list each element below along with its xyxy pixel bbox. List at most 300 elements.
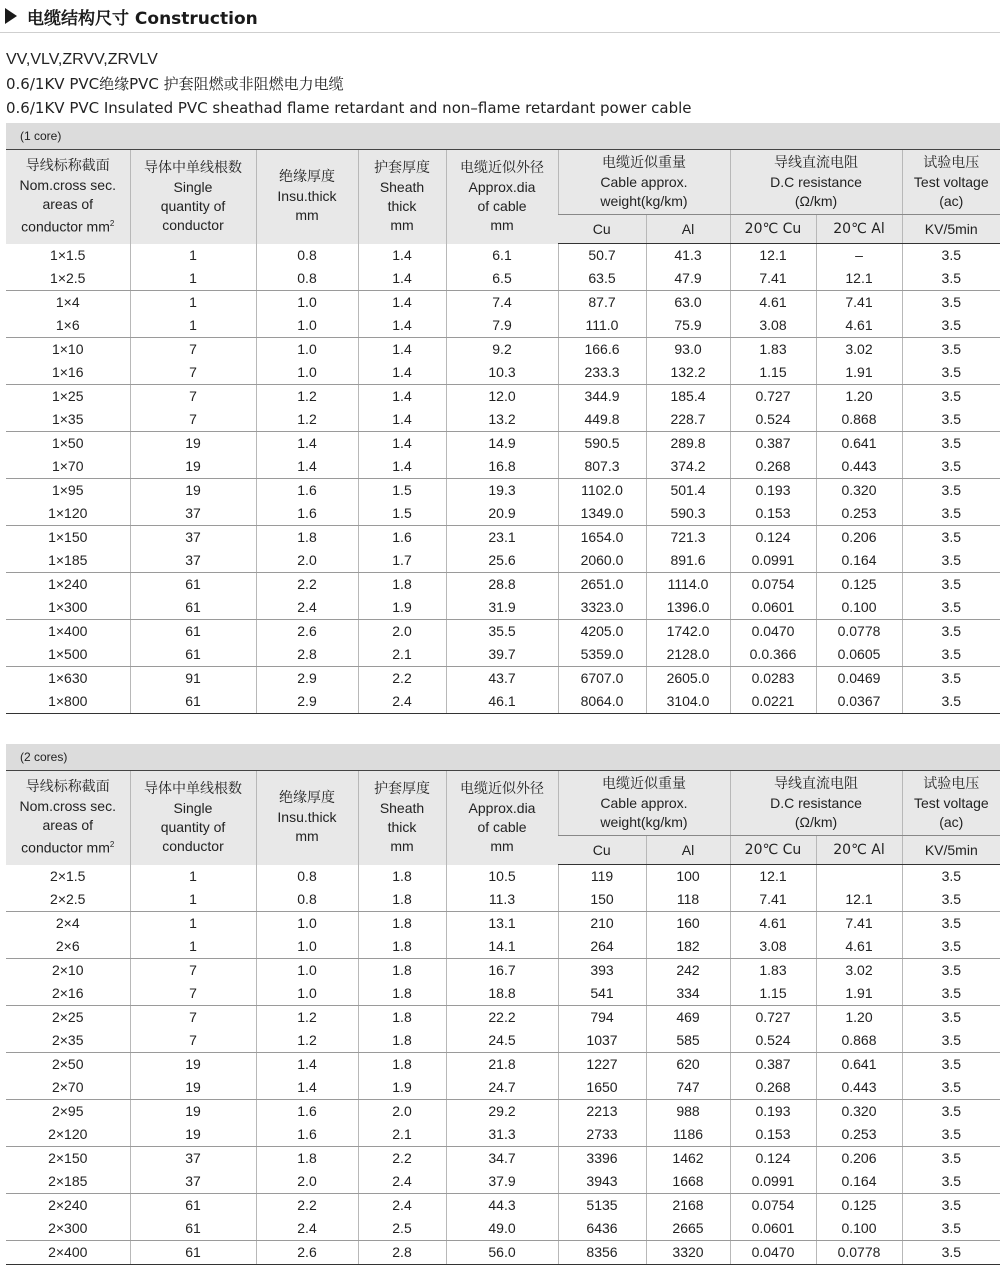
table-row: [6, 690, 1000, 714]
spec-table-2-cores: [6, 744, 1000, 1265]
cell-voltage: 3.5: [902, 1194, 1000, 1218]
cell-weight-cu: 233.3: [558, 361, 646, 385]
table-row: [6, 502, 1000, 526]
cell-diameter: 16.8: [446, 455, 558, 479]
cell-res-al: 0.164: [816, 1170, 902, 1194]
cell-weight-cu: 8356: [558, 1241, 646, 1265]
table-row: [6, 267, 1000, 291]
cell-wires: 61: [130, 620, 256, 644]
col-header-res-al: 20℃ Al: [816, 215, 902, 244]
col-header-voltage: 试验电压 Test voltage (ac): [902, 771, 1000, 836]
cell-weight-al: 132.2: [646, 361, 730, 385]
cell-res-al: 0.0367: [816, 690, 902, 714]
cell-voltage: 3.5: [902, 526, 1000, 550]
table-row: [6, 888, 1000, 912]
cell-insulation: 2.9: [256, 667, 358, 691]
cell-wires: 61: [130, 643, 256, 667]
cell-wires: 19: [130, 1053, 256, 1077]
cell-sheath: 1.4: [358, 455, 446, 479]
cell-sheath: 1.4: [358, 361, 446, 385]
cell-voltage: 3.5: [902, 361, 1000, 385]
cell-sheath: 2.0: [358, 620, 446, 644]
cell-weight-cu: 119: [558, 865, 646, 889]
cell-weight-cu: 87.7: [558, 291, 646, 315]
cell-wires: 61: [130, 1194, 256, 1218]
cell-res-cu: 1.15: [730, 982, 816, 1006]
cell-insulation: 1.4: [256, 432, 358, 456]
cell-wires: 1: [130, 314, 256, 338]
cell-res-al: 0.443: [816, 1076, 902, 1100]
cell-weight-al: 2168: [646, 1194, 730, 1218]
cell-weight-cu: 3396: [558, 1147, 646, 1171]
table-row: [6, 573, 1000, 597]
cell-res-cu: 12.1: [730, 865, 816, 889]
cell-wires: 37: [130, 1147, 256, 1171]
cell-sheath: 1.8: [358, 573, 446, 597]
col-header-weight: 电缆近似重量 Cable approx. weight(kg/km): [558, 771, 730, 836]
cell-diameter: 35.5: [446, 620, 558, 644]
cell-area: 1×185: [6, 549, 130, 573]
cell-res-al: 0.125: [816, 1194, 902, 1218]
cell-sheath: 1.8: [358, 1006, 446, 1030]
cell-sheath: 2.1: [358, 643, 446, 667]
cell-diameter: 24.5: [446, 1029, 558, 1053]
table-row: [6, 935, 1000, 959]
section-header: [0, 0, 1000, 32]
cell-area: 1×300: [6, 596, 130, 620]
table-row: [6, 620, 1000, 644]
cell-diameter: 9.2: [446, 338, 558, 362]
cell-sheath: 1.8: [358, 959, 446, 983]
cell-voltage: 3.5: [902, 549, 1000, 573]
cell-voltage: 3.5: [902, 667, 1000, 691]
cell-res-cu: 4.61: [730, 291, 816, 315]
cell-insulation: 1.2: [256, 1006, 358, 1030]
cell-res-cu: 1.83: [730, 338, 816, 362]
table-row: [6, 865, 1000, 889]
cell-area: 2×35: [6, 1029, 130, 1053]
cell-diameter: 11.3: [446, 888, 558, 912]
cell-area: 1×95: [51, 482, 84, 498]
cell-res-al: 3.02: [816, 959, 902, 983]
cell-res-cu: 3.08: [730, 314, 816, 338]
cell-weight-al: 93.0: [646, 338, 730, 362]
cell-weight-al: 2665: [646, 1217, 730, 1241]
cell-voltage: 3.5: [902, 1029, 1000, 1053]
cell-wires: 61: [130, 596, 256, 620]
cell-insulation: 1.0: [256, 912, 358, 936]
cell-voltage: 3.5: [902, 620, 1000, 644]
header-divider: [0, 32, 1000, 33]
table-row: [6, 643, 1000, 667]
cell-insulation: 2.0: [256, 549, 358, 573]
cell-wires: 7: [130, 1029, 256, 1053]
cell-diameter: 22.2: [446, 1006, 558, 1030]
cell-wires: 19: [130, 432, 256, 456]
cell-diameter: 39.7: [446, 643, 558, 667]
cell-area: 2×2.5: [6, 888, 130, 912]
table-row: [6, 385, 1000, 409]
table-row: [6, 291, 1000, 315]
cell-weight-al: 747: [646, 1076, 730, 1100]
cell-weight-cu: 1102.0: [558, 479, 646, 503]
cell-insulation: 2.0: [256, 1170, 358, 1194]
cell-sheath: 1.7: [358, 549, 446, 573]
table-row: [6, 982, 1000, 1006]
cell-res-cu: 0.0283: [730, 667, 816, 691]
cell-res-al: 0.0605: [816, 643, 902, 667]
cell-wires: 7: [130, 982, 256, 1006]
table-row: [6, 479, 1000, 503]
cell-weight-al: 1742.0: [646, 620, 730, 644]
triangle-bullet-icon: [5, 8, 17, 24]
cell-res-cu: 0.0601: [730, 1217, 816, 1241]
cell-res-al: 1.91: [816, 982, 902, 1006]
cell-diameter: 28.8: [446, 573, 558, 597]
cell-voltage: 3.5: [902, 291, 1000, 315]
cell-area: 2×6: [6, 935, 130, 959]
table-row: [6, 1170, 1000, 1194]
cell-weight-al: 501.4: [646, 479, 730, 503]
cell-sheath: 2.2: [358, 1147, 446, 1171]
cell-wires: 1: [130, 935, 256, 959]
cell-wires: 1: [130, 244, 256, 268]
cell-res-al: 0.641: [816, 432, 902, 456]
cell-res-cu: 0.124: [730, 1147, 816, 1171]
cell-weight-al: 63.0: [646, 291, 730, 315]
cell-weight-cu: 393: [558, 959, 646, 983]
cell-insulation: 1.2: [256, 408, 358, 432]
model-list: VV,VLV,ZRVV,ZRVLV: [6, 51, 158, 68]
cell-weight-al: 374.2: [646, 455, 730, 479]
section-title: 电缆结构尺寸 Construction: [27, 8, 258, 29]
cell-area: 1×500: [6, 643, 130, 667]
cell-res-cu: 0.387: [730, 432, 816, 456]
cell-area: 2×10: [51, 962, 84, 978]
table-row: [6, 314, 1000, 338]
cell-area: 1×50: [51, 435, 84, 451]
table-row: [6, 1147, 1000, 1171]
cell-sheath: 1.9: [358, 1076, 446, 1100]
cell-diameter: 20.9: [446, 502, 558, 526]
cell-diameter: 13.1: [446, 912, 558, 936]
cell-wires: 37: [130, 526, 256, 550]
table-row: [6, 596, 1000, 620]
cell-res-cu: 0.0754: [730, 1194, 816, 1218]
cell-sheath: 1.5: [358, 502, 446, 526]
col-header-res-cu: 20℃ Cu: [730, 836, 816, 865]
cell-weight-cu: 63.5: [558, 267, 646, 291]
cell-voltage: 3.5: [902, 935, 1000, 959]
cell-voltage: 3.5: [902, 1123, 1000, 1147]
cell-voltage: 3.5: [902, 596, 1000, 620]
cell-area: 2×240: [48, 1197, 88, 1213]
cell-voltage: 3.5: [902, 1100, 1000, 1124]
cell-voltage: 3.5: [902, 1006, 1000, 1030]
cell-diameter: 44.3: [446, 1194, 558, 1218]
cell-insulation: 2.4: [256, 1217, 358, 1241]
table-caption: (2 cores): [6, 744, 1000, 771]
cell-sheath: 1.8: [358, 1053, 446, 1077]
col-header-diameter: 电缆近似外径 Approx.dia of cable mm: [446, 771, 558, 865]
col-header-weight: 电缆近似重量 Cable approx. weight(kg/km): [558, 150, 730, 215]
cell-weight-al: 891.6: [646, 549, 730, 573]
cell-sheath: 2.4: [358, 1194, 446, 1218]
cell-weight-cu: 1227: [558, 1053, 646, 1077]
cell-insulation: 1.4: [256, 1076, 358, 1100]
cell-res-al: 4.61: [816, 935, 902, 959]
cell-sheath: 1.5: [358, 479, 446, 503]
cell-sheath: 2.4: [358, 1170, 446, 1194]
cell-res-cu: 3.08: [730, 935, 816, 959]
cell-weight-cu: 2733: [558, 1123, 646, 1147]
cell-insulation: 0.8: [256, 244, 358, 268]
cell-sheath: 1.4: [358, 408, 446, 432]
cell-wires: 61: [130, 573, 256, 597]
cell-voltage: 3.5: [902, 865, 1000, 889]
cell-res-cu: 1.83: [730, 959, 816, 983]
table-row: [6, 244, 1000, 268]
cell-res-cu: 0.387: [730, 1053, 816, 1077]
cell-diameter: 6.5: [446, 267, 558, 291]
cell-weight-cu: 50.7: [558, 244, 646, 268]
cell-voltage: 3.5: [902, 959, 1000, 983]
table-row: [6, 912, 1000, 936]
cell-diameter: 43.7: [446, 667, 558, 691]
cell-wires: 91: [130, 667, 256, 691]
cell-insulation: 2.2: [256, 573, 358, 597]
cell-voltage: 3.5: [902, 690, 1000, 714]
cell-wires: 1: [130, 865, 256, 889]
cell-weight-cu: 3943: [558, 1170, 646, 1194]
cell-sheath: 1.8: [358, 865, 446, 889]
cell-res-al: –: [816, 244, 902, 268]
cell-res-cu: 0.524: [730, 408, 816, 432]
cell-area: 1×120: [6, 502, 130, 526]
cell-sheath: 2.0: [358, 1100, 446, 1124]
cell-diameter: 29.2: [446, 1100, 558, 1124]
cell-diameter: 16.7: [446, 959, 558, 983]
cell-diameter: 34.7: [446, 1147, 558, 1171]
cell-area: 2×300: [6, 1217, 130, 1241]
cell-weight-cu: 590.5: [558, 432, 646, 456]
cell-wires: 37: [130, 1170, 256, 1194]
cell-wires: 7: [130, 385, 256, 409]
cell-weight-al: 620: [646, 1053, 730, 1077]
col-header-diameter: 电缆近似外径 Approx.dia of cable mm: [446, 150, 558, 244]
cell-res-cu: 0.0601: [730, 596, 816, 620]
cell-weight-al: 988: [646, 1100, 730, 1124]
cell-weight-cu: 807.3: [558, 455, 646, 479]
cell-wires: 61: [130, 690, 256, 714]
col-header-weight-cu: Cu: [558, 215, 646, 244]
product-intro: [6, 48, 692, 120]
cell-diameter: 13.2: [446, 408, 558, 432]
cell-res-al: 0.0778: [816, 620, 902, 644]
cell-weight-al: 289.8: [646, 432, 730, 456]
col-header-area: 导线标称截面 Nom.cross sec. areas of conductor $mm^2$: [6, 150, 130, 244]
cell-weight-al: 185.4: [646, 385, 730, 409]
table-caption: (1 core): [6, 123, 1000, 150]
cell-weight-al: 2128.0: [646, 643, 730, 667]
cell-res-cu: 0.0470: [730, 1241, 816, 1265]
col-header-resistance: 导线直流电阻 D.C resistance (Ω/km): [730, 771, 902, 836]
cell-area: 1×240: [48, 576, 88, 592]
cell-sheath: 2.5: [358, 1217, 446, 1241]
cell-area: 2×16: [6, 982, 130, 1006]
cell-area: 1×2.5: [6, 267, 130, 291]
cell-sheath: 1.4: [358, 385, 446, 409]
cell-weight-al: 182: [646, 935, 730, 959]
cell-res-cu: 12.1: [730, 244, 816, 268]
cell-insulation: 1.0: [256, 314, 358, 338]
cell-res-al: 1.20: [816, 1006, 902, 1030]
cell-weight-cu: 1650: [558, 1076, 646, 1100]
cell-area: 1×25: [51, 388, 84, 404]
cell-weight-cu: 6436: [558, 1217, 646, 1241]
cell-area: 1×35: [6, 408, 130, 432]
cell-weight-al: 47.9: [646, 267, 730, 291]
cell-wires: 7: [130, 1006, 256, 1030]
cell-res-al: 7.41: [816, 912, 902, 936]
cell-insulation: 1.0: [256, 935, 358, 959]
cell-wires: 19: [130, 1100, 256, 1124]
cell-area: 1×400: [48, 623, 88, 639]
cell-area: 1×630: [48, 670, 88, 686]
cell-res-cu: 0.0754: [730, 573, 816, 597]
cell-area: 2×95: [51, 1103, 84, 1119]
cell-insulation: 0.8: [256, 267, 358, 291]
cell-weight-cu: 264: [558, 935, 646, 959]
col-header-sheath: 护套厚度 Sheath thick mm: [358, 150, 446, 244]
cell-weight-cu: 111.0: [558, 314, 646, 338]
product-title-en: 0.6/1KV PVC Insulated PVC sheathad flame retardant and non–flame retardant power cable: [6, 99, 692, 117]
cell-sheath: 1.4: [358, 432, 446, 456]
table-row: [6, 1241, 1000, 1265]
cell-insulation: 1.0: [256, 982, 358, 1006]
table-row: [6, 1053, 1000, 1077]
cell-weight-cu: 3323.0: [558, 596, 646, 620]
cell-diameter: 21.8: [446, 1053, 558, 1077]
cell-res-al: 0.0778: [816, 1241, 902, 1265]
cell-res-cu: 0.153: [730, 1123, 816, 1147]
cell-weight-cu: 6707.0: [558, 667, 646, 691]
cell-insulation: 1.6: [256, 1100, 358, 1124]
cell-voltage: 3.5: [902, 912, 1000, 936]
cell-insulation: 0.8: [256, 888, 358, 912]
cell-diameter: 46.1: [446, 690, 558, 714]
cell-insulation: 1.0: [256, 338, 358, 362]
cell-res-cu: 0.153: [730, 502, 816, 526]
cell-wires: 37: [130, 549, 256, 573]
cell-res-cu: 0.268: [730, 1076, 816, 1100]
cell-weight-cu: 541: [558, 982, 646, 1006]
table-row: [6, 1006, 1000, 1030]
cell-insulation: 2.6: [256, 620, 358, 644]
cell-weight-al: 3104.0: [646, 690, 730, 714]
cell-weight-al: 1396.0: [646, 596, 730, 620]
cell-wires: 7: [130, 959, 256, 983]
cell-weight-al: 75.9: [646, 314, 730, 338]
cell-insulation: 1.0: [256, 959, 358, 983]
cell-weight-cu: 210: [558, 912, 646, 936]
col-header-sheath: 护套厚度 Sheath thick mm: [358, 771, 446, 865]
cell-weight-cu: 166.6: [558, 338, 646, 362]
cell-insulation: 1.4: [256, 1053, 358, 1077]
col-header-res-al: 20℃ Al: [816, 836, 902, 865]
cell-res-al: 0.206: [816, 526, 902, 550]
col-header-res-cu: 20℃ Cu: [730, 215, 816, 244]
cell-weight-cu: 2651.0: [558, 573, 646, 597]
cell-weight-al: 41.3: [646, 244, 730, 268]
cell-area: 2×4: [55, 915, 80, 931]
cell-res-cu: 0.0221: [730, 690, 816, 714]
cell-weight-al: 1186: [646, 1123, 730, 1147]
table-row: [6, 526, 1000, 550]
cell-weight-cu: 8064.0: [558, 690, 646, 714]
cell-diameter: 10.5: [446, 865, 558, 889]
cell-voltage: 3.5: [902, 643, 1000, 667]
cell-sheath: 1.6: [358, 526, 446, 550]
cell-res-al: 0.100: [816, 596, 902, 620]
cell-area: 2×120: [6, 1123, 130, 1147]
cell-diameter: 24.7: [446, 1076, 558, 1100]
cell-res-cu: 0.0991: [730, 1170, 816, 1194]
cell-voltage: 3.5: [902, 314, 1000, 338]
cell-area: 2×70: [6, 1076, 130, 1100]
cell-area: 1×10: [51, 341, 84, 357]
cell-res-al: 4.61: [816, 314, 902, 338]
cell-diameter: 31.9: [446, 596, 558, 620]
cell-voltage: 3.5: [902, 267, 1000, 291]
cell-area: 1×1.5: [50, 246, 86, 263]
cell-diameter: 37.9: [446, 1170, 558, 1194]
cell-sheath: 1.4: [358, 314, 446, 338]
cell-wires: 1: [130, 888, 256, 912]
cell-wires: 19: [130, 1076, 256, 1100]
cell-weight-al: 1668: [646, 1170, 730, 1194]
cell-res-cu: 0.268: [730, 455, 816, 479]
cell-res-al: 0.320: [816, 1100, 902, 1124]
cell-res-al: 0.641: [816, 1053, 902, 1077]
cell-insulation: 1.0: [256, 291, 358, 315]
col-header-insulation: 绝缘厚度 Insu.thick mm: [256, 150, 358, 244]
cell-voltage: 3.5: [902, 1170, 1000, 1194]
cell-voltage: 3.5: [902, 573, 1000, 597]
cell-weight-al: 118: [646, 888, 730, 912]
cell-voltage: 3.5: [902, 1217, 1000, 1241]
cell-weight-al: 160: [646, 912, 730, 936]
cell-res-al: 0.100: [816, 1217, 902, 1241]
spec-table-1-core: [6, 123, 1000, 714]
cell-diameter: 49.0: [446, 1217, 558, 1241]
table-row: [6, 1194, 1000, 1218]
cell-voltage: 3.5: [902, 502, 1000, 526]
cell-insulation: 2.9: [256, 690, 358, 714]
cell-weight-cu: 1349.0: [558, 502, 646, 526]
cell-weight-al: 1462: [646, 1147, 730, 1171]
cell-weight-cu: 2213: [558, 1100, 646, 1124]
cell-weight-al: 721.3: [646, 526, 730, 550]
cell-area: 2×25: [51, 1009, 84, 1025]
cell-res-al: 0.253: [816, 502, 902, 526]
cell-diameter: 14.1: [446, 935, 558, 959]
cell-diameter: 18.8: [446, 982, 558, 1006]
cell-sheath: 1.8: [358, 888, 446, 912]
cell-res-al: 12.1: [816, 888, 902, 912]
table-row: [6, 455, 1000, 479]
cell-wires: 7: [130, 408, 256, 432]
